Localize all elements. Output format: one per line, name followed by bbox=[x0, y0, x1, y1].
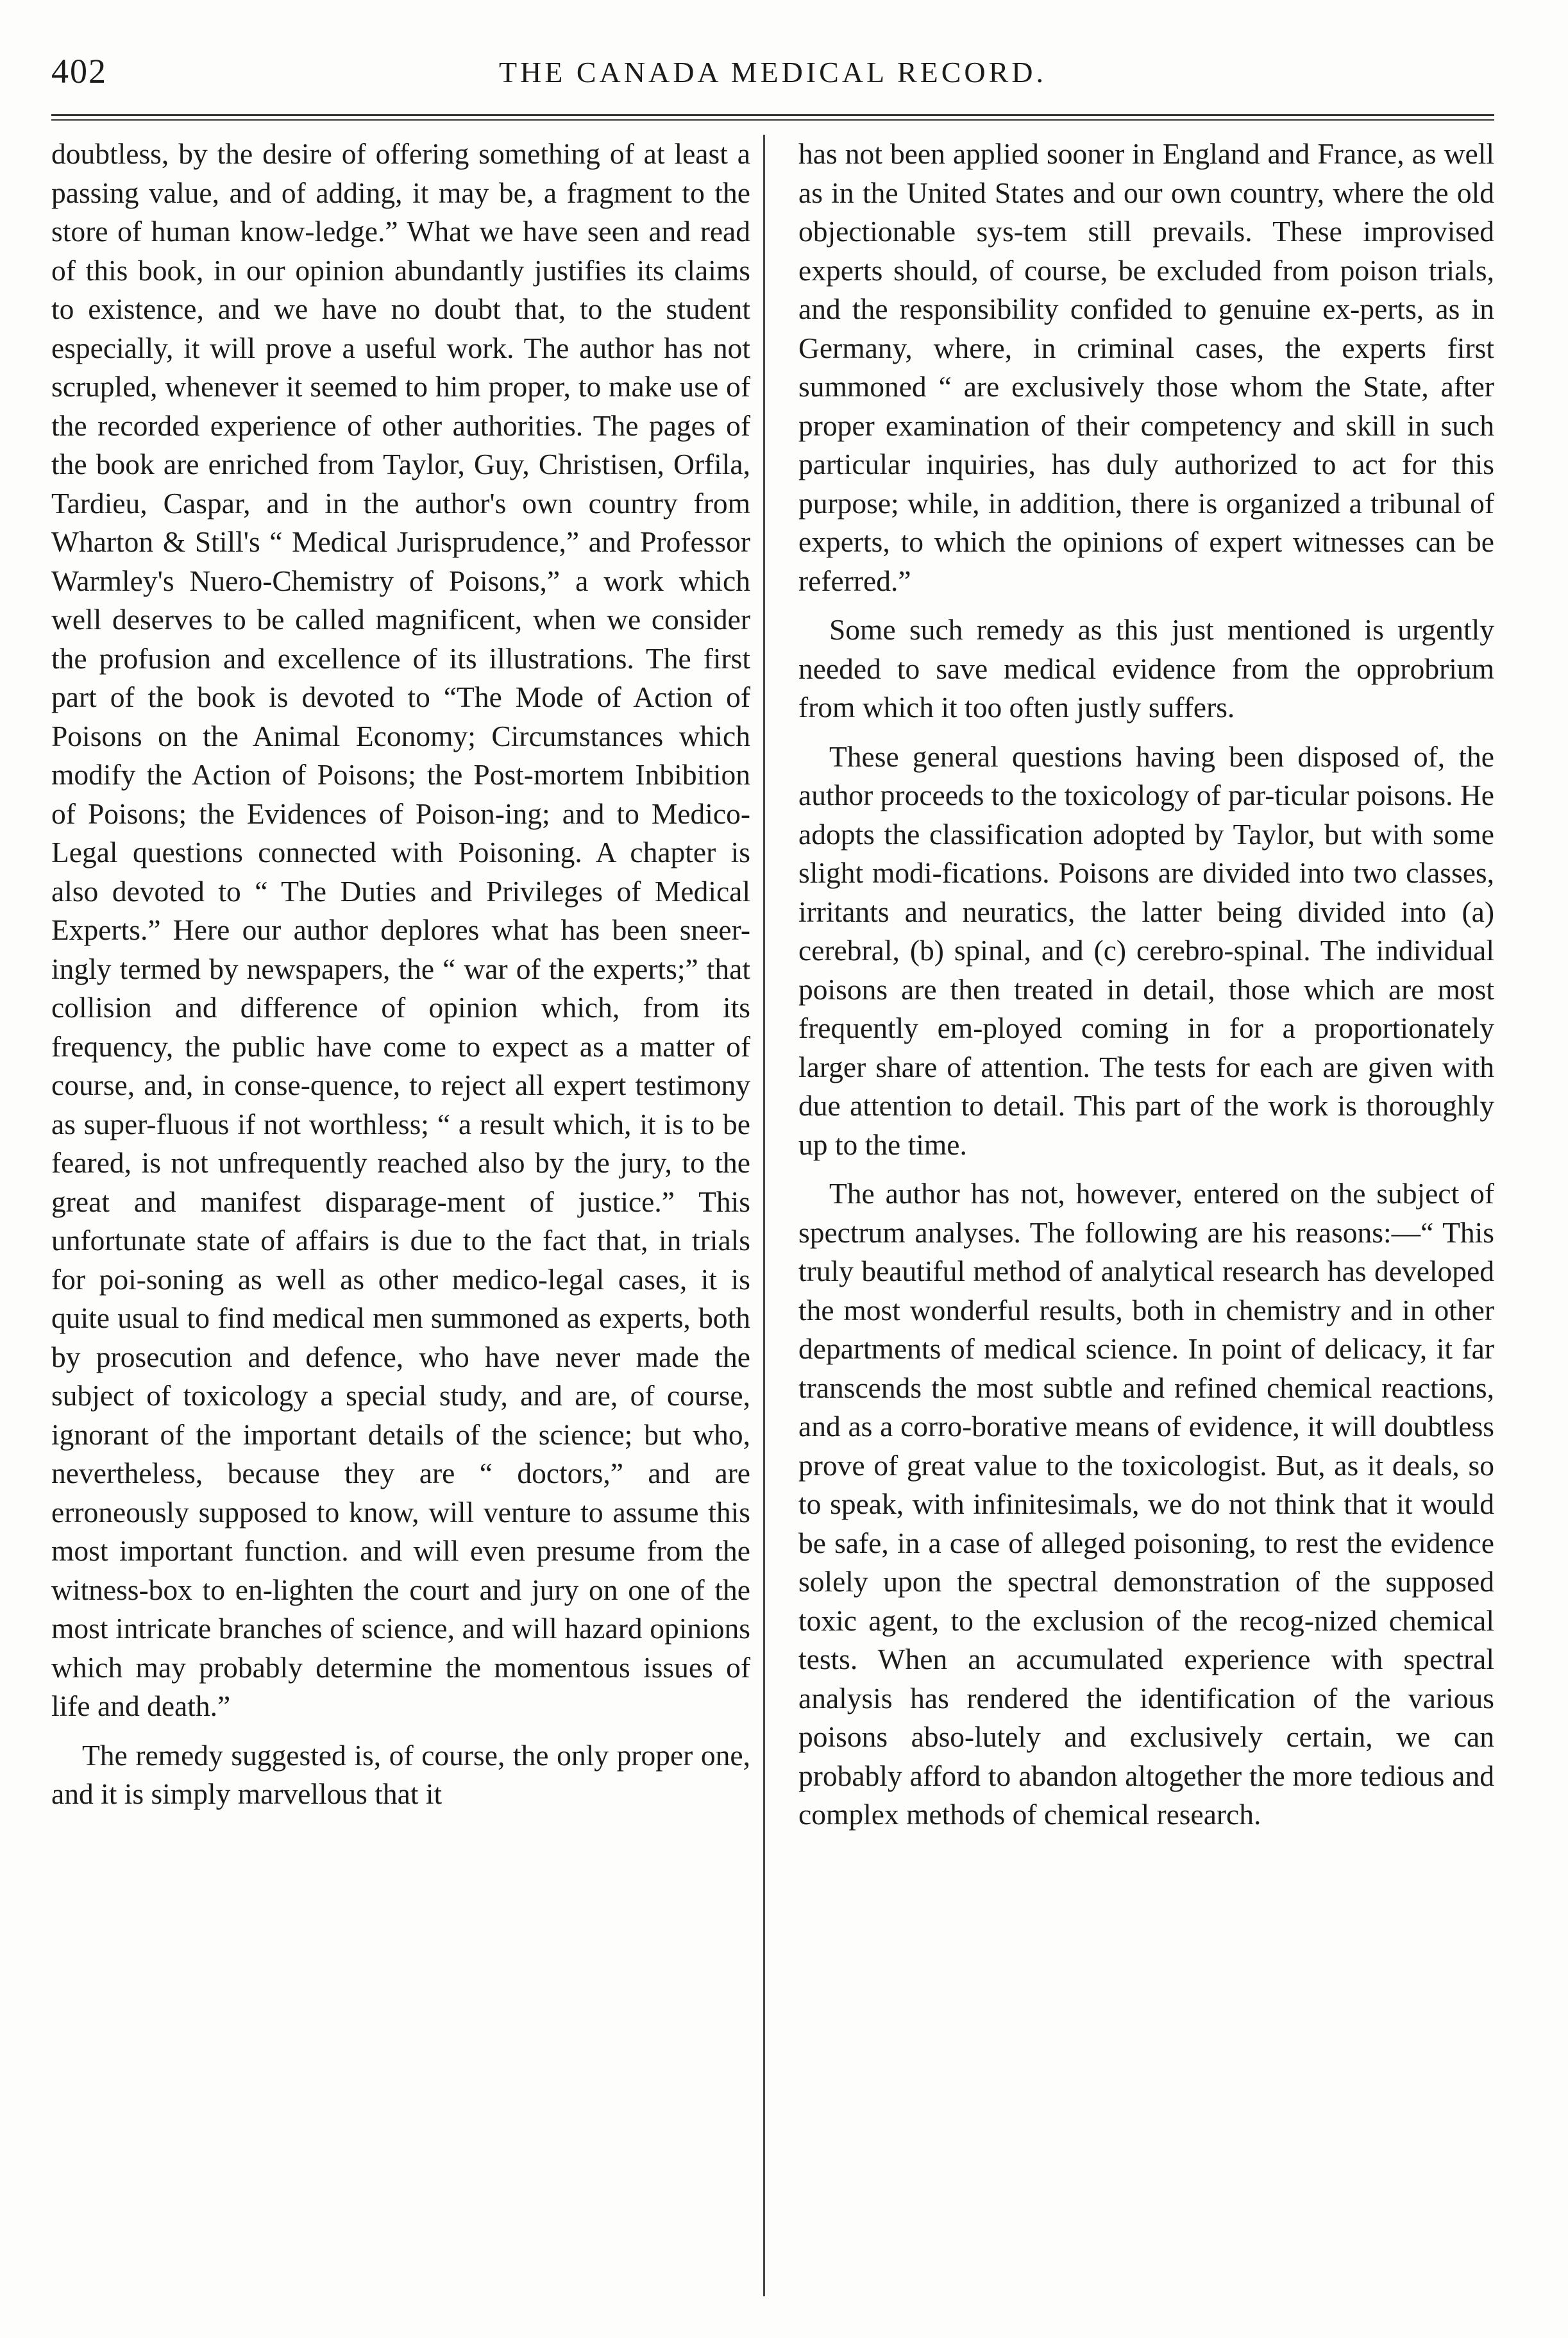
header-rule bbox=[51, 114, 1494, 116]
paragraph: Some such remedy as this just mentioned is urgently needed to save medical evidence from the opprobrium from which it too often justly suffers. bbox=[798, 613, 1494, 724]
paragraph: has not been applied sooner in England and France, as well as in the United States and our own country, where the old objectionable sys-tem still prevails. These improvised experts should, of course, be excluded from poison trials, and the responsibility confided to genuine ex-perts, as in Germany, where, in criminal cases, the experts first summoned “ are exclusively those whom the State, after proper examination of their competency and skill in such particular inquiries, has duly authorized to act for this purpose; while, in addition, there is organized a tribunal of experts, to which the opinions of expert witnesses can be referred.” bbox=[798, 137, 1494, 597]
paragraph: The remedy suggested is, of course, the only proper one, and it is simply marvellous that it bbox=[51, 1738, 750, 1810]
column-divider bbox=[763, 135, 765, 2296]
right-column bbox=[798, 135, 1494, 1845]
paragraph: doubtless, by the desire of offering something of at least a passing value, and of adding, it may be, a fragment to the store of human know-ledge.” What we have seen and read of this book, in our opinion abundantly justifies its claims to existence, and we have no doubt that, to the student especially, it will prove a useful work. The author has not scrupled, whenever it seemed to him proper, to make use of the recorded experience of other authorities. The pages of the book are enriched from Taylor, Guy, Christisen, Orfila, Tardieu, Caspar, and in the author's own country from Wharton & Still's “ Medical Jurisprudence,” and Professor Warmley's Nuero-Chemistry of Poisons,” a work which well deserves to be called magnificent, when we consider the profusion and excellence of its illustrations. The first part of the book is devoted to “The Mode of Action of Poisons on the Animal Economy; Circumstances which modify the Action of Poisons; the Post-mortem Inbibition of Poisons; the Evidences of Poison-ing; and to Medico-Legal questions connected with Poisoning. A chapter is also devoted to “ The Duties and Privileges of Medical Experts.” Here our author deplores what has been sneer-ingly termed by newspapers, the “ war of the experts;” that collision and difference of opinion which, from its frequency, the public have come to expect as a matter of course, and, in conse-quence, to reject all expert testimony as super-fluous if not worthless; “ a result which, it is to be feared, is not unfrequently reached also by the jury, to the great and manifest disparage-ment of justice.” This unfortunate state of affairs is due to the fact that, in trials for poi-soning as well as other medico-legal cases, it is quite usual to find medical men summoned as experts, both by prosecution and defence, who have never made the subject of toxicology a special study, and are, of course, ignorant of the important details of the science; but who, nevertheless, because they are “ doctors,” and are erroneously supposed to know, will venture to assume this most important function. and will even presume from the witness-box to en-lighten the court and jury on one of the most intricate branches of science, and will hazard opinions which may probably determine the momentous issues of life and death.” bbox=[51, 137, 750, 1722]
page-number: 402 bbox=[51, 52, 107, 90]
paragraph: The author has not, however, entered on the subject of spectrum analyses. The following are his reasons:—“ This truly beautiful method of analytical research has developed the most wonderful results, both in chemistry and in other departments of medical science. In point of delicacy, it far transcends the most subtle and refined chemical reactions, and as a corro-borative means of evidence, it will doubtless prove of great value to the toxicologist. But, as it deals, so to speak, with infinitesimals, we do not think that it would be safe, in a case of alleged poisoning, to rest the evidence solely upon the spectral demonstration of the supposed toxic agent, to the exclusion of the recog-nized chemical tests. When an accumulated experience with spectral analysis has rendered the identification of the various poisons abso-lutely and exclusively certain, we can probably afford to abandon altogether the more tedious and complex methods of chemical research. bbox=[798, 1177, 1494, 1831]
journal-title: THE CANADA MEDICAL RECORD. bbox=[498, 56, 1047, 89]
left-column bbox=[51, 135, 750, 1824]
running-head bbox=[51, 38, 1494, 109]
header-rule-secondary bbox=[51, 119, 1494, 121]
paragraph: These general questions having been disposed of, the author proceeds to the toxicology of par-ticular poisons. He adopts the classification adopted by Taylor, but with some slight modi-fications. Poisons are divided into two classes, irritants and neuratics, the latter being divided into (a) cerebral, (b) spinal, and (c) cerebro-spinal. The individual poisons are then treated in detail, those which are most frequently em-ployed coming in for a proportionately larger share of attention. The tests for each are given with due attention to detail. This part of the work is thoroughly up to the time. bbox=[798, 740, 1494, 1161]
